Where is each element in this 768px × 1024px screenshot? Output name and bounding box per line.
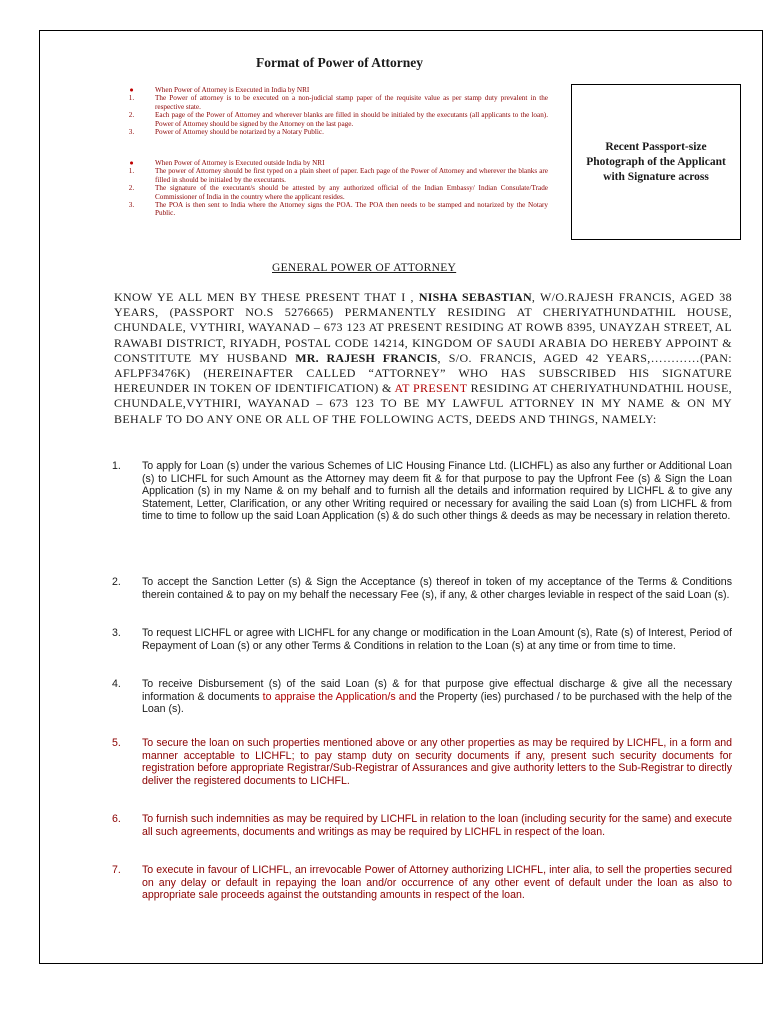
instruction-text: The POA is then sent to India where the Attorney signs the POA. The POA then needs to be stamped and notarized by the Notary Public.	[155, 201, 548, 218]
document-title: Format of Power of Attorney	[256, 55, 423, 70]
clause-number: 1.	[112, 460, 121, 472]
clause-text	[142, 678, 732, 716]
instruction-text: The signature of the executant/s should be attested by any authorized official of the Indian Embassy/ Indian Consulate/Trade Commissioner of India in the country where the applicant resides.	[155, 184, 548, 201]
clause-number: 3.	[112, 627, 121, 639]
instruction-number: 3.	[128, 201, 135, 210]
clause-text: To request LICHFL or agree with LICHFL for any change or modification in the Loan Amount (s), Rate (s) of Interest, Period of Repayment of Loan (s) or any other Terms & Conditions in relation to the Loan (s) at any time or from time to time.	[142, 627, 732, 652]
intro-text: , S/O. FRANCIS, AGED 42 YEARS,…………(PAN: AFLPF3476K) (HEREINAFTER CALLED “ATTORNEY” WHO HAS SUBSCRIBED HIS SIGNATURE HEREUNDER IN TOKEN OF IDENTIFICATION) &	[114, 350, 732, 396]
clause-text: To secure the loan on such properties mentioned above or any other properties as may be required by LICHFL, in a form and manner acceptable to LICHFL; to pay stamp duty on security documents if any, present such security documents for registration before appropriate Registrar/Sub-Registrar of Assurances and give authority letters to the Sub-Registrar to directly deliver the registered documents to LICHFL.	[142, 737, 733, 787]
instructions-heading: When Power of Attorney is Executed in India by NRI	[155, 86, 310, 94]
instruction-text: Each page of the Power of Attorney and wherever blanks are filled in should be initialed by the executants (all applicants to the loan). Power of Attorney should be signed by the Attorney on the last page.	[155, 111, 548, 128]
instruction-text: The power of Attorney should be first typed on a plain sheet of paper. Each page of the Power of Attorney and wherever the blanks are filled in should be initialed by the executants.	[155, 167, 548, 184]
intro-text: RESIDING AT CHERIYATHUNDATHIL HOUSE, CHUNDALE,VYTHIRI, WAYANAD – 673 123 TO BE MY LAWFUL ATTORNEY IN MY NAME & ON MY BEHALF TO DO ANY ONE OR ALL OF THE FOLLOWING ACTS, DEEDS AND THINGS, NAMELY:	[114, 381, 732, 426]
intro-text: KNOW YE ALL MEN BY THESE PRESENT THAT I ,	[114, 290, 419, 304]
clause-item	[100, 678, 732, 716]
gpa-heading: GENERAL POWER OF ATTORNEY	[272, 262, 457, 274]
instruction-number: 2.	[128, 111, 135, 120]
clause-item	[100, 864, 732, 902]
instructions-india	[108, 86, 548, 136]
clause-text: To accept the Sanction Letter (s) & Sign the Acceptance (s) thereof in token of my acceptance of the Terms & Conditions therein contained & to pay on my behalf the necessary Fee (s), if any, & other charges leviable in respect of the said Loan (s).	[142, 576, 732, 601]
bullet-icon: ●	[129, 86, 134, 94]
clause-number: 2.	[112, 576, 121, 588]
photo-placeholder-text: Recent Passport-size Photograph of the Applicant with Signature across	[586, 140, 726, 183]
photo-placeholder-box	[571, 84, 741, 240]
clause-item	[100, 460, 732, 523]
clause-item	[100, 813, 732, 838]
clause-text: To furnish such indemnities as may be required by LICHFL in relation to the loan (including security for the same) and execute all such agreements, documents and writings as may be required by LICHFL in respect of the loan.	[142, 813, 732, 838]
principal-name: NISHA SEBASTIAN	[418, 290, 532, 304]
clause-text-part: To receive Disbursement (s) of the said Loan (s) & for that purpose give effectual discharge & give all the necessary information & documents	[142, 678, 732, 703]
intro-paragraph	[114, 290, 732, 427]
clause-item	[100, 627, 732, 652]
clause-number: 7.	[112, 864, 121, 876]
bullet-icon: ●	[129, 159, 134, 167]
clause-text: To apply for Loan (s) under the various Schemes of LIC Housing Finance Ltd. (LICHFL) as also any further or Additional Loan (s) to LICHFL for such Amount as the Attorney may deem fit & for that purpose to pay the Upfront Fee (s) & Sign the Loan Application (s) in my Name & on my behalf and to furnish all the details and information required by LICHFL & to give any Statement, Letter, Clarification, or any other Writing required or necessary for availing the said Loan (s) from LICHFL & from time to time to follow up the said Loan Application (s) & do such other things & deeds as may be necessary in relation thereto.	[142, 460, 732, 523]
instruction-text: Power of Attorney should be notarized by a Notary Public.	[155, 128, 324, 137]
instruction-number: 3.	[128, 128, 135, 137]
instruction-text: The Power of attorney is to be executed on a non-judicial stamp paper of the requisite value as per stamp duty prevalent in the respective state.	[155, 94, 548, 111]
clause-number: 4.	[112, 678, 121, 690]
clause-text: To execute in favour of LICHFL, an irrevocable Power of Attorney authorizing LICHFL, inter alia, to sell the properties secured on any delay or default in repaying the loan and/or occurrence of any other event of default under the loan as also to appropriate sale proceeds against the outstanding amounts in respect of the loan.	[142, 864, 732, 902]
clause-item	[100, 576, 732, 601]
clause-text-part: the Property (ies) purchased / to be purchased with the help of the Loan (s).	[142, 690, 732, 716]
intro-text: , W/O.RAJESH FRANCIS, AGED 38 YEARS, (PASSPORT NO.S 5276665) PERMANENTLY RESIDING AT CHERIYATHUNDATHIL HOUSE, CHUNDALE, VYTHIRI, WAYANAD – 673 123 AT PRESENT RESIDING AT ROWB 8395, UNAYZAH STREET, AL RAWABI DISTRICT, RIYADH, POSTAL CODE 14214, KINGDOM OF SAUDI ARABIA DO HEREBY APPOINT & CONSTITUTE MY HUSBAND	[114, 290, 732, 365]
attorney-name: MR. RAJESH FRANCIS	[295, 350, 438, 365]
instruction-number: 2.	[128, 184, 135, 193]
instructions-heading: When Power of Attorney is Executed outside India by NRI	[155, 159, 325, 167]
instruction-number: 1.	[128, 167, 135, 176]
clause-number: 6.	[112, 813, 121, 825]
clause-item	[100, 737, 732, 787]
clause-highlight: to appraise the Application/s and	[262, 690, 417, 703]
intro-highlight: AT PRESENT	[394, 381, 468, 396]
instructions-outside	[108, 159, 548, 218]
instruction-number: 1.	[128, 94, 135, 103]
clause-number: 5.	[112, 737, 121, 749]
